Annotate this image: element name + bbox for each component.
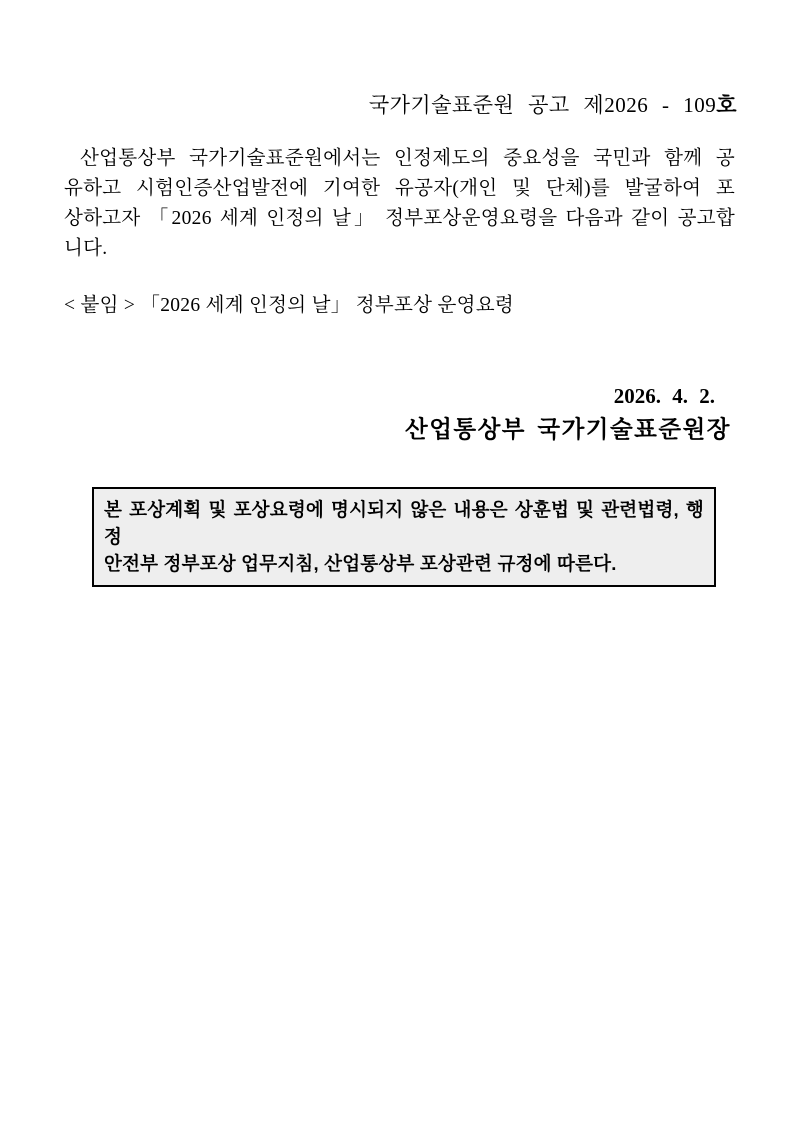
- paragraph-line: 니다.: [64, 238, 108, 259]
- notice-line: 안전부 정부포상 업무지침, 산업통상부 포상관련 규정에 따른다.: [104, 553, 617, 574]
- notice-box: [92, 487, 716, 587]
- paragraph-line: 상하고자 「2026 세계 인정의 날」 정부포상운영요령을 다음과 같이 공고합: [64, 208, 735, 229]
- signer-title: 산업통상부 국가기술표준원장: [405, 417, 731, 443]
- announcement-paragraph: [64, 144, 735, 264]
- document-number: [64, 93, 737, 118]
- notice-line: 본 포상계획 및 포상요령에 명시되지 않은 내용은 상훈법 및 관련법령, 행정: [104, 499, 704, 547]
- paragraph-line: 유하고 시험인증산업발전에 기여한 유공자(개인 및 단체)를 발굴하여 포: [64, 178, 735, 199]
- document-number-text: 국가기술표준원 공고 제2026 - 109: [368, 93, 717, 117]
- document-number-suffix: 호: [716, 93, 737, 117]
- signoff-block: [0, 384, 793, 446]
- paragraph-line: 산업통상부 국가기술표준원에서는 인정제도의 중요성을 국민과 함께 공: [80, 148, 735, 169]
- announcement-date: 2026. 4. 2.: [613, 384, 715, 408]
- attachment-reference: < 붙임 > 「2026 세계 인정의 날」 정부포상 운영요령: [64, 295, 514, 316]
